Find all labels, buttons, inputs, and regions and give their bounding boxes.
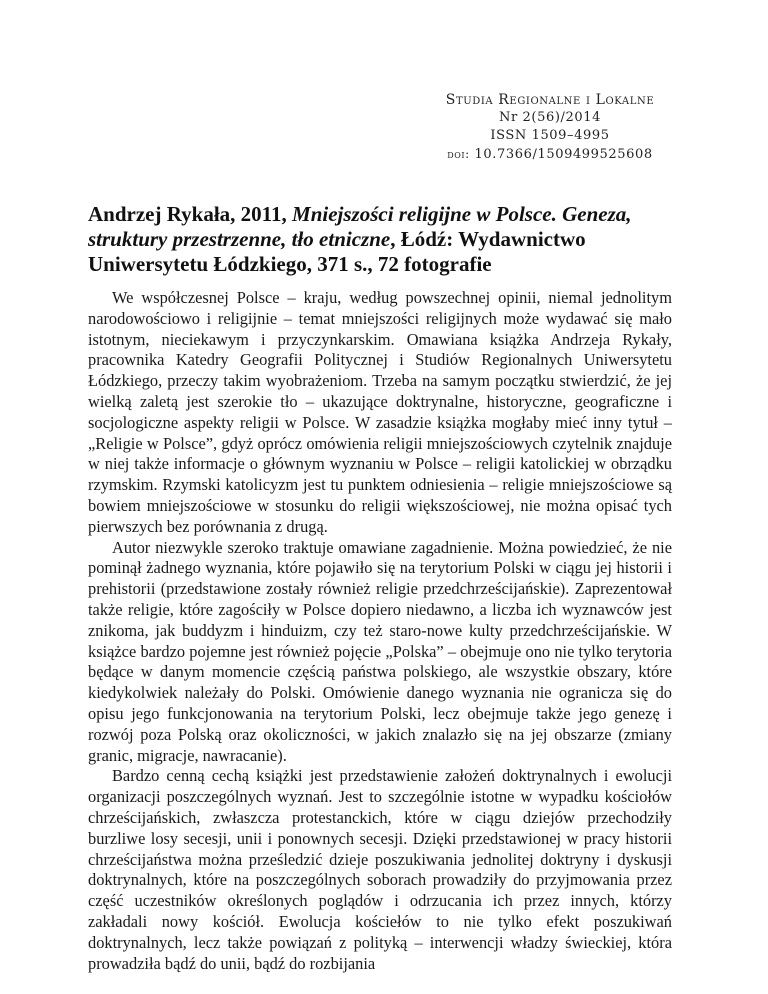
journal-doi [420, 145, 680, 164]
doi-value: 10.7366/1509499525608 [474, 147, 653, 162]
title-publisher: , Łódź: Wydawnictwo Uniwersytetu Łódzkiego, 371 s., 72 fotografie [88, 227, 586, 276]
title-book-title: Mniejszości religijne w Polsce. Geneza, struktury przestrzenne, tło etniczne [88, 202, 632, 251]
paragraph-3: Bardzo cenną cechą książki jest przedstawienie założeń doktrynalnych i ewolucji organizacji poszczególnych wyznań. Jest to szczególnie istotne w wypadku kościołów chrześcijańskich, zwłaszcza protestanckich, które w ciągu dziejów przechodziły burzliwe losy secesji, unii i ponownych secesji. Dzięki przedstawionej w pracy historii chrześcijaństwa można prześledzić dzieje poszukiwania jednolitej doktryny i dyskusji doktrynalnych, które na poszczególnych soborach prowadziły do przyjmowania przez część uczestników określonych poglądów i odrzucania ich przez innych, którzy zakładali nowy kościół. Ewolucja kościełów to nie tylko efekt poszukiwań doktrynalnych, lecz także powiązań z polityką – interwencji władzy świeckiej, która prowadziła bądź do unii, bądź do rozbijania [88, 766, 672, 973]
journal-issn: ISSN 1509–4995 [490, 128, 610, 143]
paragraph-1: We współczesnej Polsce – kraju, według powszechnej opinii, niemal jednolitym narodowościowo i religijnie – temat mniejszości religijnych może wydawać się mało istotnym, nieciekawym i przyczynkarskim. Omawiana książka Andrzeja Rykały, pracownika Katedry Geografii Politycznej i Studiów Regionalnych Uniwersytetu Łódzkiego, przeczy takim wyobrażeniom. Trzeba na samym początku stwierdzić, że jej wielką zaletą jest szerokie tło – ukazujące doktrynalne, historyczne, geograficzne i socjologiczne aspekty religii w Polsce. W zasadzie książka mogłaby mieć inny tytuł – „Religie w Polsce”, gdyż oprócz omówienia religii mniejszościowych czytelnik znajduje w niej także informacje o głównym wyznaniu w Polsce – religii katolickiej w obrządku rzymskim. Rzymski katolicyzm jest tu punktem odniesienia – religie mniejszościowe są bowiem mniejszościowe w stosunku do religii większościowej, nie można opisać tych pierwszych bez porównania z drugą. [88, 288, 672, 536]
doi-label: doi: [447, 147, 470, 161]
journal-issue: Nr 2(56)/2014 [499, 110, 601, 125]
journal-header [420, 91, 680, 164]
paragraph-2: Autor niezwykle szeroko traktuje omawiane zagadnienie. Można powiedzieć, że nie pominął żadnego wyznania, które pojawiło się na terytorium Polski w ciągu jej historii i prehistorii (przedstawione zostały również religie przedchrześcijańskie). Zaprezentował także religie, które zagościły w Polsce dopiero niedawno, a liczba ich wyznawców jest znikoma, jak buddyzm i hinduizm, czy też staro-nowe kulty przedchrześcijańskie. W książce bardzo pojemne jest również pojęcie „Polska” – obejmuje ono nie tylko terytoria będące w danym momencie częścią państwa polskiego, ale wszystkie obszary, które kiedykolwiek należały do Polski. Omówienie danego wyznania nie ogranicza się do opisu jego funkcjonowania na terytorium Polski, lecz obejmuje także jego genezę i rozwój poza Polską oraz okoliczności, w jakich znalazło się na jej obszarze (zmiany granic, migracje, nawracanie). [88, 537, 672, 765]
review-title [88, 202, 688, 277]
review-body [88, 288, 672, 974]
title-author-year: Andrzej Rykała, 2011, [88, 202, 293, 226]
journal-name: Studia Regionalne i Lokalne [445, 92, 655, 108]
